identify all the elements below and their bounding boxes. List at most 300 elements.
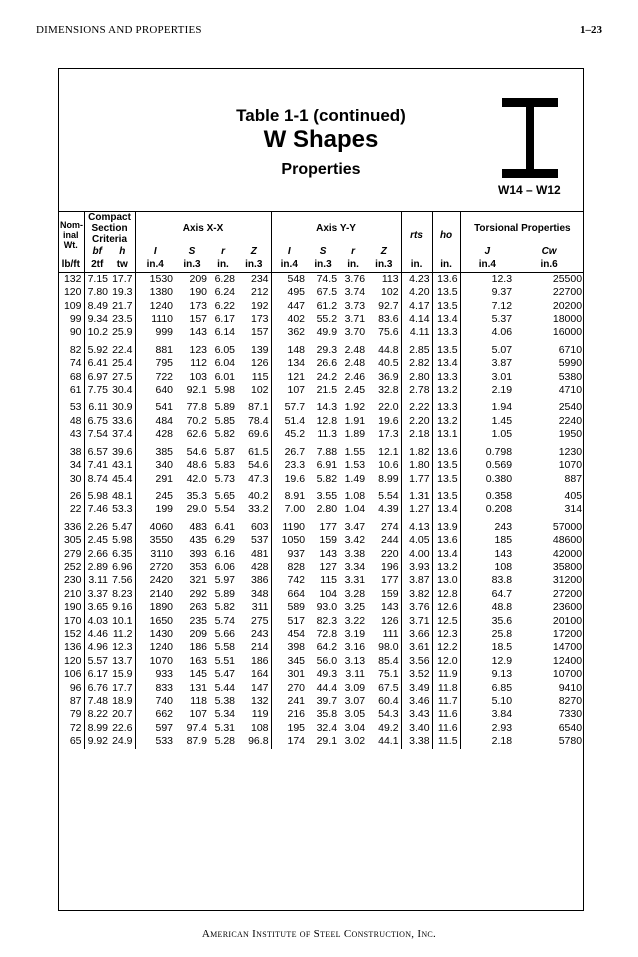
- value-cell: 6.22: [214, 299, 236, 312]
- value-cell: 54.3: [378, 708, 399, 721]
- value-cell: 3.38: [344, 547, 366, 560]
- value-cell: 12.6: [432, 601, 460, 614]
- table-row: [58, 340, 584, 357]
- value-cell: 13.6: [432, 534, 460, 547]
- value-cell: 7.56: [112, 574, 133, 587]
- value-cell: 199: [135, 503, 175, 516]
- rts-header: rts: [401, 212, 432, 259]
- value-cell: 6.41: [84, 357, 110, 370]
- value-cell: 49.3: [316, 668, 338, 681]
- value-cell: 3.74: [344, 286, 366, 299]
- value-cell: 11.9: [432, 668, 460, 681]
- value-cell: 3.49: [401, 682, 432, 695]
- value-cell: 3.38: [401, 735, 432, 748]
- value-cell: 1240: [135, 641, 175, 654]
- nominal-weight-cell: 61: [69, 384, 82, 397]
- table-row: [58, 601, 584, 614]
- value-cell: 311: [251, 601, 269, 614]
- value-cell: 6.75: [84, 415, 110, 428]
- value-cell: 2.18: [460, 735, 514, 748]
- value-cell: 67.5: [378, 681, 399, 694]
- value-cell: 2720: [135, 561, 175, 574]
- value-cell: 3.13: [344, 654, 366, 667]
- table-row: [58, 615, 584, 628]
- value-cell: 6.01: [214, 370, 236, 383]
- value-cell: 61.2: [316, 299, 338, 312]
- value-cell: 220: [381, 547, 399, 560]
- unit-header: in.3: [237, 258, 271, 272]
- value-cell: 40.2: [248, 489, 269, 502]
- value-cell: 62.6: [186, 428, 208, 441]
- value-cell: 126: [381, 614, 399, 627]
- nominal-weight-cell: 152: [63, 627, 82, 640]
- value-cell: 13.5: [432, 473, 460, 486]
- value-cell: 541: [135, 397, 175, 414]
- table-row: [58, 628, 584, 641]
- value-cell: 19.6: [378, 414, 399, 427]
- value-cell: 33.6: [112, 414, 133, 427]
- value-cell: 2.20: [401, 415, 432, 428]
- value-cell: 93.0: [316, 601, 338, 614]
- value-cell: 48.1: [112, 489, 133, 502]
- value-cell: 157: [189, 313, 208, 326]
- symbol-header: bf: [84, 245, 110, 258]
- value-cell: 7.75: [84, 384, 110, 397]
- nominal-weight-cell: 190: [63, 601, 82, 614]
- value-cell: 39.6: [112, 445, 133, 458]
- value-cell: 3.28: [344, 587, 366, 600]
- value-cell: 5.38: [214, 695, 236, 707]
- value-cell: 11.5: [432, 735, 460, 748]
- value-cell: 5.47: [112, 520, 133, 533]
- value-cell: 54.6: [186, 445, 208, 458]
- value-cell: 6.35: [112, 547, 133, 560]
- value-cell: 3550: [135, 534, 175, 547]
- running-head: DIMENSIONS AND PROPERTIES: [36, 24, 202, 36]
- value-cell: 159: [319, 534, 338, 547]
- nominal-weight-cell: 48: [69, 414, 82, 427]
- value-cell: 6.06: [214, 560, 236, 573]
- value-cell: 2240: [558, 414, 583, 427]
- table-row: [58, 459, 584, 472]
- value-cell: 833: [135, 682, 175, 695]
- symbol-header: S: [188, 246, 196, 257]
- value-cell: 241: [271, 695, 307, 708]
- value-cell: 6.17: [214, 313, 236, 326]
- value-cell: 5.92: [84, 340, 110, 357]
- value-cell: 26.7: [271, 442, 307, 459]
- value-cell: 25.9: [112, 326, 133, 339]
- value-cell: 113: [381, 272, 399, 285]
- value-cell: 56.0: [316, 654, 338, 667]
- value-cell: 3.71: [401, 615, 432, 628]
- value-cell: 2.93: [460, 722, 514, 735]
- value-cell: 1530: [135, 272, 175, 286]
- table-row: [58, 286, 584, 299]
- value-cell: 393: [189, 547, 208, 560]
- value-cell: 35.3: [186, 489, 208, 502]
- value-cell: 5.37: [460, 313, 514, 326]
- value-cell: 126: [251, 357, 269, 370]
- value-cell: 4.96: [84, 641, 110, 654]
- symbol-header: Cw: [541, 246, 557, 257]
- value-cell: 11.6: [432, 722, 460, 735]
- value-cell: 13.5: [432, 486, 460, 503]
- value-cell: 13.4: [432, 313, 460, 326]
- value-cell: 0.798: [460, 442, 514, 459]
- value-cell: 12.8: [432, 588, 460, 601]
- value-cell: 3.61: [401, 641, 432, 654]
- value-cell: 881: [135, 340, 175, 357]
- value-cell: 85.4: [378, 654, 399, 667]
- value-cell: 23600: [552, 601, 583, 614]
- value-cell: 640: [135, 384, 175, 397]
- value-cell: 5.34: [214, 708, 236, 721]
- value-cell: 7.88: [316, 445, 338, 458]
- value-cell: 3.11: [345, 668, 366, 681]
- value-cell: 9.37: [460, 286, 514, 299]
- value-cell: 61.5: [248, 445, 269, 458]
- value-cell: 3.40: [401, 722, 432, 735]
- value-cell: 21.7: [112, 299, 133, 312]
- value-cell: 31200: [552, 574, 583, 587]
- value-cell: 12.2: [432, 641, 460, 654]
- value-cell: 104: [319, 587, 338, 600]
- nominal-weight-cell: 336: [63, 520, 82, 533]
- page-header: [36, 24, 602, 40]
- value-cell: 35800: [552, 560, 583, 573]
- value-cell: 887: [564, 472, 583, 485]
- unit-header: in.3: [307, 258, 339, 272]
- value-cell: 8.23: [112, 587, 133, 600]
- value-cell: 13.6: [432, 442, 460, 459]
- value-cell: 454: [271, 628, 307, 641]
- value-cell: 13.2: [432, 384, 460, 397]
- value-cell: 8.49: [84, 300, 110, 313]
- value-cell: 48.8: [460, 601, 514, 614]
- value-cell: 7.80: [84, 286, 110, 299]
- value-cell: 5.07: [460, 340, 514, 357]
- value-cell: 87.1: [248, 401, 269, 414]
- value-cell: 234: [251, 272, 269, 285]
- table-row: [58, 735, 584, 748]
- value-cell: 134: [271, 357, 307, 370]
- value-cell: 6540: [558, 721, 583, 734]
- value-cell: 5.51: [214, 654, 236, 667]
- value-cell: 4.39: [378, 503, 399, 516]
- value-cell: 14700: [552, 641, 583, 654]
- value-cell: 243: [251, 627, 269, 640]
- value-cell: 3.02: [344, 735, 366, 748]
- value-cell: 27.5: [112, 370, 133, 383]
- value-cell: 353: [189, 560, 208, 573]
- value-cell: 2.48: [344, 357, 366, 370]
- value-cell: 40.5: [378, 357, 399, 370]
- value-cell: 196: [381, 560, 399, 573]
- value-cell: 5.98: [84, 486, 110, 503]
- value-cell: 1110: [135, 313, 175, 326]
- value-cell: 29.0: [186, 503, 208, 516]
- value-cell: 123: [189, 343, 208, 356]
- value-cell: 6.17: [84, 668, 110, 681]
- value-cell: 49.9: [316, 326, 338, 339]
- value-cell: 3.76: [344, 272, 366, 285]
- value-cell: 3.05: [344, 708, 366, 721]
- value-cell: 186: [189, 641, 208, 654]
- value-cell: 6.76: [84, 682, 110, 695]
- unit-header: in.: [209, 258, 237, 272]
- value-cell: 35.6: [460, 615, 514, 628]
- value-cell: 13.3: [432, 397, 460, 414]
- value-cell: 3.70: [344, 326, 366, 339]
- value-cell: 13.9: [432, 517, 460, 534]
- value-cell: 402: [271, 313, 307, 326]
- value-cell: 44.4: [316, 681, 338, 694]
- value-cell: 2.18: [401, 428, 432, 441]
- value-cell: 742: [271, 574, 307, 587]
- value-cell: 10.6: [378, 459, 399, 472]
- value-cell: 44.1: [378, 735, 399, 748]
- value-cell: 2.78: [401, 384, 432, 397]
- value-cell: 398: [271, 641, 307, 654]
- value-cell: 243: [460, 517, 514, 534]
- value-cell: 49.2: [378, 721, 399, 734]
- properties-table: [58, 211, 584, 749]
- value-cell: 3.84: [460, 708, 514, 721]
- value-cell: 1240: [135, 300, 175, 313]
- value-cell: 6.28: [214, 272, 236, 285]
- value-cell: 5.98: [112, 534, 133, 547]
- unit-header: 2tf: [84, 258, 110, 272]
- value-cell: 428: [251, 560, 269, 573]
- value-cell: 2.80: [316, 503, 338, 516]
- table-row: [58, 548, 584, 561]
- value-cell: 291: [135, 473, 175, 486]
- value-cell: 21.5: [316, 384, 338, 397]
- value-cell: 1.53: [344, 459, 366, 472]
- value-cell: 13.0: [432, 574, 460, 587]
- value-cell: 740: [135, 695, 175, 708]
- value-cell: 25500: [552, 272, 583, 285]
- value-cell: 22.6: [112, 721, 133, 734]
- value-cell: 107: [271, 384, 307, 397]
- value-cell: 5.74: [214, 614, 236, 627]
- value-cell: 348: [251, 587, 269, 600]
- value-cell: 7.00: [271, 503, 307, 516]
- value-cell: 2420: [135, 574, 175, 587]
- symbol-header: Z: [380, 246, 387, 257]
- value-cell: 143: [381, 601, 399, 614]
- value-cell: 5.28: [214, 735, 236, 748]
- value-cell: 5.73: [214, 472, 236, 485]
- nominal-weight-cell: 87: [69, 695, 82, 707]
- value-cell: 36.9: [378, 370, 399, 383]
- value-cell: 25.8: [460, 628, 514, 641]
- value-cell: 35.8: [316, 708, 338, 721]
- value-cell: 933: [135, 668, 175, 681]
- value-cell: 24.9: [112, 735, 133, 748]
- value-cell: 2.66: [84, 548, 110, 561]
- value-cell: 589: [271, 601, 307, 614]
- nominal-weight-cell: 38: [69, 445, 82, 458]
- value-cell: 22.4: [112, 343, 133, 356]
- value-cell: 0.208: [460, 503, 514, 516]
- value-cell: 2.80: [401, 371, 432, 384]
- value-cell: 22.0: [378, 401, 399, 414]
- value-cell: 11.7: [432, 695, 460, 708]
- nominal-weight-header: Nom-inal Wt.: [58, 212, 84, 259]
- value-cell: 74.5: [316, 272, 338, 285]
- value-cell: 7.54: [84, 428, 110, 441]
- value-cell: 12400: [552, 654, 583, 667]
- table-row: [58, 300, 584, 313]
- value-cell: 147: [251, 681, 269, 694]
- value-cell: 108: [251, 721, 269, 734]
- value-cell: 12.3: [112, 641, 133, 654]
- value-cell: 43.1: [112, 459, 133, 472]
- value-cell: 190: [189, 286, 208, 299]
- nominal-weight-cell: 22: [69, 503, 82, 516]
- value-cell: 83.8: [460, 574, 514, 587]
- table-row: [58, 384, 584, 397]
- value-cell: 385: [135, 442, 175, 459]
- value-cell: 1890: [135, 601, 175, 614]
- value-cell: 17.7: [112, 272, 133, 285]
- value-cell: 13.4: [432, 503, 460, 516]
- value-cell: 447: [271, 300, 307, 313]
- table-row: [58, 655, 584, 668]
- value-cell: 828: [271, 561, 307, 574]
- value-cell: 17.3: [378, 428, 399, 441]
- value-cell: 195: [271, 722, 307, 735]
- value-cell: 6.05: [214, 343, 236, 356]
- value-cell: 1070: [558, 459, 583, 472]
- value-cell: 216: [271, 708, 307, 721]
- w-shape-icon: [502, 98, 558, 178]
- value-cell: 937: [271, 548, 307, 561]
- value-cell: 345: [271, 655, 307, 668]
- value-cell: 57000: [552, 520, 583, 533]
- value-cell: 1650: [135, 615, 175, 628]
- value-cell: 3.16: [344, 641, 366, 654]
- value-cell: 4.23: [401, 272, 432, 286]
- symbol-header: Z: [250, 246, 257, 257]
- value-cell: 484: [135, 415, 175, 428]
- unit-header: in.: [401, 258, 432, 272]
- value-cell: 173: [251, 313, 269, 326]
- nominal-weight-cell: 210: [63, 587, 82, 600]
- value-cell: 54.6: [248, 459, 269, 472]
- nominal-weight-cell: 82: [69, 343, 82, 356]
- value-cell: 12.5: [432, 615, 460, 628]
- table-row: [58, 682, 584, 695]
- value-cell: 3.76: [401, 601, 432, 614]
- table-row: [58, 313, 584, 326]
- value-cell: 6.11: [84, 397, 110, 414]
- nominal-weight-cell: 68: [69, 370, 82, 383]
- table-row: [58, 326, 584, 339]
- value-cell: 20200: [552, 299, 583, 312]
- value-cell: 87.9: [186, 735, 208, 748]
- value-cell: 3.82: [401, 588, 432, 601]
- nominal-weight-cell: 252: [63, 560, 82, 573]
- value-cell: 270: [271, 682, 307, 695]
- value-cell: 159: [381, 587, 399, 600]
- value-cell: 8.99: [84, 722, 110, 735]
- value-cell: 143: [189, 326, 208, 339]
- value-cell: 7.15: [84, 272, 110, 286]
- value-cell: 483: [189, 520, 208, 533]
- value-cell: 6.29: [214, 534, 236, 547]
- value-cell: 48.6: [186, 459, 208, 472]
- value-cell: 244: [381, 534, 399, 547]
- value-cell: 5.65: [214, 489, 236, 502]
- value-cell: 32.4: [316, 721, 338, 734]
- value-cell: 386: [251, 574, 269, 587]
- compact-criteria-header: Compact Section Criteria: [84, 212, 135, 246]
- value-cell: 2140: [135, 588, 175, 601]
- value-cell: 3.52: [401, 668, 432, 681]
- nominal-weight-cell: 96: [69, 681, 82, 694]
- table-row: [58, 668, 584, 681]
- value-cell: 5.85: [214, 414, 236, 427]
- table-title: W Shapes: [263, 126, 379, 153]
- series-label: W14 – W12: [498, 183, 561, 197]
- value-cell: 3.47: [344, 520, 366, 533]
- value-cell: 13.5: [432, 340, 460, 357]
- value-cell: 5.83: [214, 459, 236, 472]
- value-cell: 8.22: [84, 708, 110, 721]
- value-cell: 22700: [552, 286, 583, 299]
- value-cell: 69.6: [248, 428, 269, 441]
- nominal-weight-cell: 65: [69, 735, 82, 748]
- nominal-weight-cell: 43: [69, 428, 82, 441]
- value-cell: 20.7: [112, 708, 133, 721]
- value-cell: 8.99: [378, 472, 399, 485]
- value-cell: 3.87: [460, 357, 514, 370]
- value-cell: 1.31: [401, 486, 432, 503]
- value-cell: 48600: [552, 534, 583, 547]
- value-cell: 13.7: [112, 654, 133, 667]
- value-cell: 1.91: [344, 414, 366, 427]
- nominal-weight-cell: 53: [69, 401, 82, 414]
- value-cell: 12.3: [432, 628, 460, 641]
- value-cell: 5.98: [214, 384, 236, 397]
- value-cell: 173: [189, 299, 208, 312]
- value-cell: 64.2: [316, 641, 338, 654]
- value-cell: 103: [189, 370, 208, 383]
- value-cell: 3.11: [84, 574, 110, 587]
- value-cell: 30.9: [112, 401, 133, 414]
- nominal-weight-cell: 120: [63, 286, 82, 299]
- value-cell: 214: [251, 641, 269, 654]
- unit-header: in.4: [135, 258, 175, 272]
- symbol-header: r: [221, 246, 225, 257]
- value-cell: 24.2: [316, 370, 338, 383]
- value-cell: 37.4: [112, 428, 133, 441]
- nominal-weight-cell: 109: [63, 299, 82, 312]
- value-cell: 6.91: [316, 459, 338, 472]
- value-cell: 45.4: [112, 472, 133, 485]
- value-cell: 82.3: [316, 614, 338, 627]
- page-footer: American Institute of Steel Construction, Inc.: [201, 928, 437, 940]
- value-cell: 115: [251, 370, 269, 383]
- value-cell: 143: [460, 548, 514, 561]
- value-cell: 55.2: [316, 313, 338, 326]
- value-cell: 1950: [558, 428, 583, 441]
- nominal-weight-cell: 230: [63, 574, 82, 587]
- table-row: [58, 641, 584, 654]
